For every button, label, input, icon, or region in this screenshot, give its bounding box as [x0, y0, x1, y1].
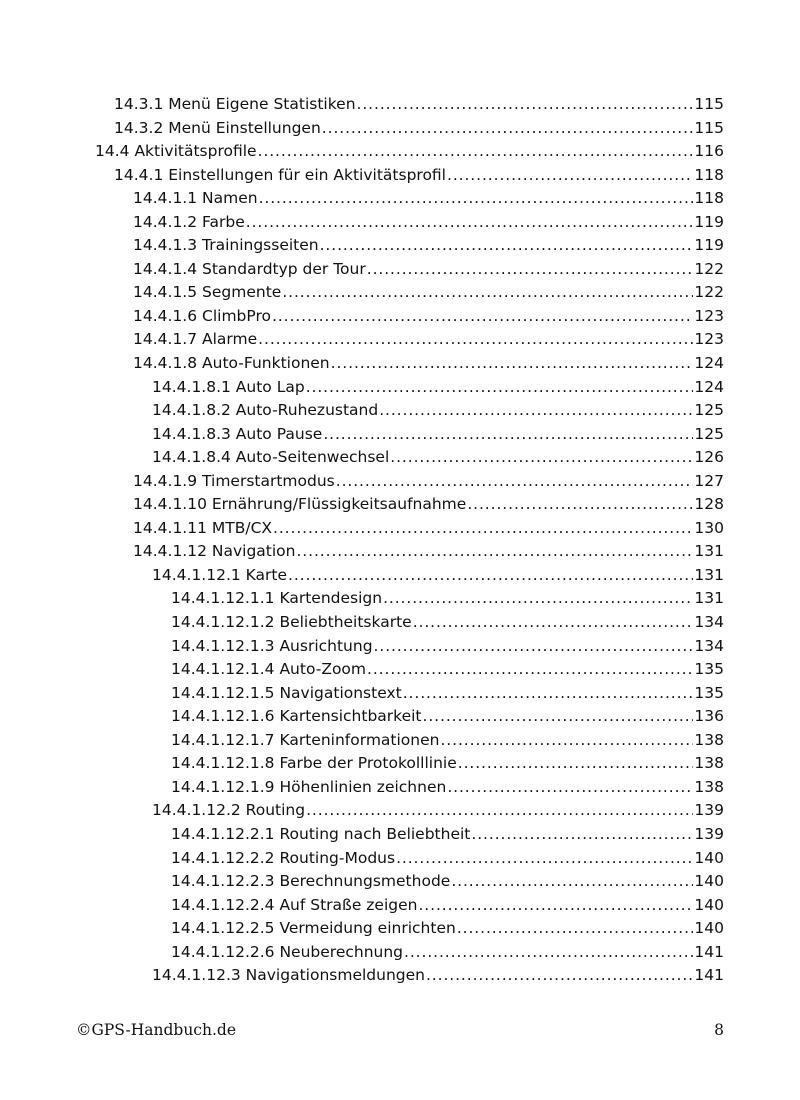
toc-entry-title: 14.4.1.6 ClimbPro: [133, 306, 271, 325]
toc-dot-leader: [331, 352, 694, 376]
toc-entry-title: 14.4.1.4 Standardtyp der Tour: [133, 259, 366, 278]
toc-entry[interactable]: [0, 470, 800, 494]
footer-page-number: 8: [714, 1021, 724, 1039]
toc-entry-title: 14.4.1.2 Farbe: [133, 212, 245, 231]
toc-entry[interactable]: [0, 258, 800, 282]
toc-dot-leader: [396, 847, 693, 871]
toc-entry-title: 14.4.1.10 Ernährung/Flüssigkeitsaufnahme: [133, 495, 467, 514]
toc-entry-page-number: 135: [694, 683, 724, 702]
toc-entry[interactable]: [0, 352, 800, 376]
toc-entry[interactable]: [0, 187, 800, 211]
toc-entry-title: 14.4.1.7 Alarme: [133, 330, 258, 349]
toc-entry-page-number: 131: [694, 565, 724, 584]
toc-dot-leader: [288, 564, 693, 588]
toc-entry-page-number: 123: [694, 306, 724, 325]
toc-dot-leader: [458, 752, 694, 776]
toc-entry-title: 14.4.1.8.2 Auto-Ruhezustand: [152, 401, 379, 420]
toc-entry-page-number: 122: [694, 283, 724, 302]
toc-entry-title: 14.4.1.12.1.7 Karteninformationen: [171, 730, 440, 749]
toc-entry[interactable]: [0, 164, 800, 188]
toc-entry[interactable]: [0, 93, 800, 117]
toc-dot-leader: [467, 493, 693, 517]
toc-entry-title: 14.4.1.12.1.5 Navigationstext: [171, 683, 402, 702]
toc-dot-leader: [379, 399, 693, 423]
toc-entry[interactable]: [0, 941, 800, 965]
toc-entry-page-number: 122: [694, 259, 724, 278]
toc-entry-page-number: 140: [694, 872, 724, 891]
toc-entry-page-number: 125: [694, 424, 724, 443]
toc-entry[interactable]: [0, 894, 800, 918]
toc-entry-page-number: 140: [694, 895, 724, 914]
table-of-contents: [0, 93, 800, 988]
toc-entry-page-number: 135: [694, 660, 724, 679]
toc-entry-page-number: 141: [694, 942, 724, 961]
toc-entry-title: 14.4.1.12.1.2 Beliebtheitskarte: [171, 613, 412, 632]
toc-entry-title: 14.4.1.12.2.1 Routing nach Beliebtheit: [171, 824, 471, 843]
toc-dot-leader: [418, 894, 693, 918]
toc-entry-title: 14.4.1.12.2.6 Neuberechnung: [171, 942, 404, 961]
toc-dot-leader: [258, 328, 693, 352]
toc-dot-leader: [246, 211, 694, 235]
toc-entry-page-number: 134: [694, 636, 724, 655]
toc-entry-title: 14.4.1.8.4 Auto-Seitenwechsel: [152, 448, 390, 467]
toc-dot-leader: [367, 658, 693, 682]
toc-entry[interactable]: [0, 964, 800, 988]
toc-entry[interactable]: [0, 776, 800, 800]
toc-dot-leader: [258, 140, 694, 164]
toc-dot-leader: [259, 187, 694, 211]
toc-entry-page-number: 116: [694, 142, 724, 161]
toc-entry[interactable]: [0, 635, 800, 659]
toc-entry-title: 14.4.1.9 Timerstartmodus: [133, 471, 335, 490]
toc-entry-page-number: 130: [694, 518, 724, 537]
toc-entry-page-number: 125: [694, 401, 724, 420]
toc-entry[interactable]: [0, 281, 800, 305]
toc-entry-title: 14.4.1.5 Segmente: [133, 283, 282, 302]
toc-dot-leader: [447, 164, 693, 188]
toc-entry[interactable]: [0, 705, 800, 729]
toc-entry-title: 14.3.1 Menü Eigene Statistiken: [114, 95, 356, 113]
toc-entry-title: 14.4.1.12.2 Routing: [152, 801, 306, 820]
toc-entry-page-number: 128: [694, 495, 724, 514]
toc-entry[interactable]: [0, 917, 800, 941]
toc-entry-page-number: 126: [694, 448, 724, 467]
toc-entry-title: 14.4.1.11 MTB/CX: [133, 518, 273, 537]
toc-dot-leader: [440, 729, 693, 753]
toc-entry-page-number: 115: [694, 118, 724, 137]
toc-dot-leader: [423, 705, 694, 729]
toc-entry-page-number: 141: [694, 966, 724, 985]
toc-entry-page-number: 140: [694, 919, 724, 938]
toc-entry[interactable]: [0, 399, 800, 423]
toc-entry-title: 14.4.1.8.1 Auto Lap: [152, 377, 305, 396]
toc-entry-title: 14.4.1.3 Trainingsseiten: [133, 236, 319, 255]
toc-dot-leader: [336, 470, 694, 494]
toc-entry-page-number: 118: [694, 165, 724, 184]
toc-dot-leader: [357, 93, 694, 117]
toc-entry[interactable]: [0, 752, 800, 776]
toc-entry-title: 14.4.1.12.3 Navigationsmeldungen: [152, 966, 425, 985]
toc-entry[interactable]: [0, 376, 800, 400]
toc-entry-title: 14.4.1.12.1.8 Farbe der Protokolllinie: [171, 754, 457, 773]
toc-entry-title: 14.4.1.12.1.4 Auto-Zoom: [171, 660, 367, 679]
toc-entry[interactable]: [0, 234, 800, 258]
toc-dot-leader: [272, 305, 693, 329]
toc-dot-leader: [457, 917, 694, 941]
toc-entry[interactable]: [0, 211, 800, 235]
toc-dot-leader: [403, 682, 694, 706]
toc-entry-title: 14.3.2 Menü Einstellungen: [114, 118, 321, 137]
toc-entry-page-number: 124: [694, 377, 724, 396]
toc-entry[interactable]: [0, 305, 800, 329]
toc-entry-title: 14.4.1.12.1.6 Kartensichtbarkeit: [171, 707, 422, 726]
toc-dot-leader: [273, 517, 693, 541]
toc-entry-page-number: 119: [694, 212, 724, 231]
toc-entry-page-number: 124: [694, 354, 724, 373]
toc-dot-leader: [296, 540, 693, 564]
toc-dot-leader: [320, 234, 694, 258]
toc-entry[interactable]: [0, 847, 800, 871]
toc-entry-page-number: 115: [694, 95, 724, 113]
toc-dot-leader: [306, 799, 693, 823]
toc-entry[interactable]: [0, 682, 800, 706]
toc-entry-page-number: 139: [694, 824, 724, 843]
toc-entry-page-number: 138: [694, 777, 724, 796]
toc-entry-title: 14.4.1.12.2.3 Berechnungsmethode: [171, 872, 451, 891]
toc-entry[interactable]: [0, 587, 800, 611]
toc-entry[interactable]: [0, 540, 800, 564]
toc-entry[interactable]: [0, 658, 800, 682]
toc-entry-page-number: 123: [694, 330, 724, 349]
toc-entry-page-number: 138: [694, 730, 724, 749]
toc-entry-page-number: 118: [694, 189, 724, 208]
toc-entry[interactable]: [0, 729, 800, 753]
toc-entry[interactable]: [0, 823, 800, 847]
toc-entry-title: 14.4.1.12.1 Karte: [152, 565, 288, 584]
toc-entry-title: 14.4.1.12.2.4 Auf Straße zeigen: [171, 895, 418, 914]
toc-entry[interactable]: [0, 799, 800, 823]
toc-entry[interactable]: [0, 564, 800, 588]
toc-dot-leader: [447, 776, 693, 800]
toc-entry[interactable]: [0, 517, 800, 541]
toc-entry-title: 14.4.1.12.2.5 Vermeidung einrichten: [171, 919, 456, 938]
footer-copyright: ©GPS-Handbuch.de: [76, 1021, 236, 1039]
toc-entry[interactable]: [0, 493, 800, 517]
toc-entry[interactable]: [0, 117, 800, 141]
toc-entry-title: 14.4.1.12.1.9 Höhenlinien zeichnen: [171, 777, 447, 796]
toc-entry[interactable]: [0, 611, 800, 635]
toc-entry-page-number: 127: [694, 471, 724, 490]
toc-dot-leader: [306, 376, 694, 400]
toc-entry[interactable]: [0, 870, 800, 894]
toc-entry-page-number: 140: [694, 848, 724, 867]
toc-dot-leader: [322, 117, 694, 141]
toc-entry[interactable]: [0, 328, 800, 352]
toc-dot-leader: [383, 587, 693, 611]
toc-dot-leader: [471, 823, 693, 847]
toc-entry-title: 14.4.1 Einstellungen für ein Aktivitätsprofil: [114, 165, 446, 184]
toc-dot-leader: [323, 423, 693, 447]
toc-entry[interactable]: [0, 423, 800, 447]
toc-dot-leader: [426, 964, 693, 988]
toc-entry-title: 14.4.1.1 Namen: [133, 189, 258, 208]
toc-dot-leader: [451, 870, 693, 894]
toc-dot-leader: [390, 446, 693, 470]
toc-entry-title: 14.4.1.8 Auto-Funktionen: [133, 354, 330, 373]
toc-entry-page-number: 119: [694, 236, 724, 255]
toc-entry-page-number: 136: [694, 707, 724, 726]
toc-entry-title: 14.4.1.12.1.1 Kartendesign: [171, 589, 383, 608]
toc-entry-page-number: 134: [694, 613, 724, 632]
toc-entry-page-number: 131: [694, 542, 724, 561]
toc-dot-leader: [413, 611, 694, 635]
toc-entry-title: 14.4.1.12 Navigation: [133, 542, 296, 561]
toc-entry-page-number: 138: [694, 754, 724, 773]
toc-entry[interactable]: [0, 140, 800, 164]
toc-entry-title: 14.4 Aktivitätsprofile: [95, 142, 257, 161]
toc-entry-title: 14.4.1.8.3 Auto Pause: [152, 424, 323, 443]
toc-dot-leader: [282, 281, 693, 305]
toc-entry[interactable]: [0, 446, 800, 470]
toc-dot-leader: [374, 635, 694, 659]
toc-dot-leader: [404, 941, 693, 965]
toc-dot-leader: [367, 258, 694, 282]
toc-entry-title: 14.4.1.12.1.3 Ausrichtung: [171, 636, 373, 655]
toc-entry-page-number: 139: [694, 801, 724, 820]
toc-entry-title: 14.4.1.12.2.2 Routing-Modus: [171, 848, 396, 867]
toc-entry-page-number: 131: [694, 589, 724, 608]
